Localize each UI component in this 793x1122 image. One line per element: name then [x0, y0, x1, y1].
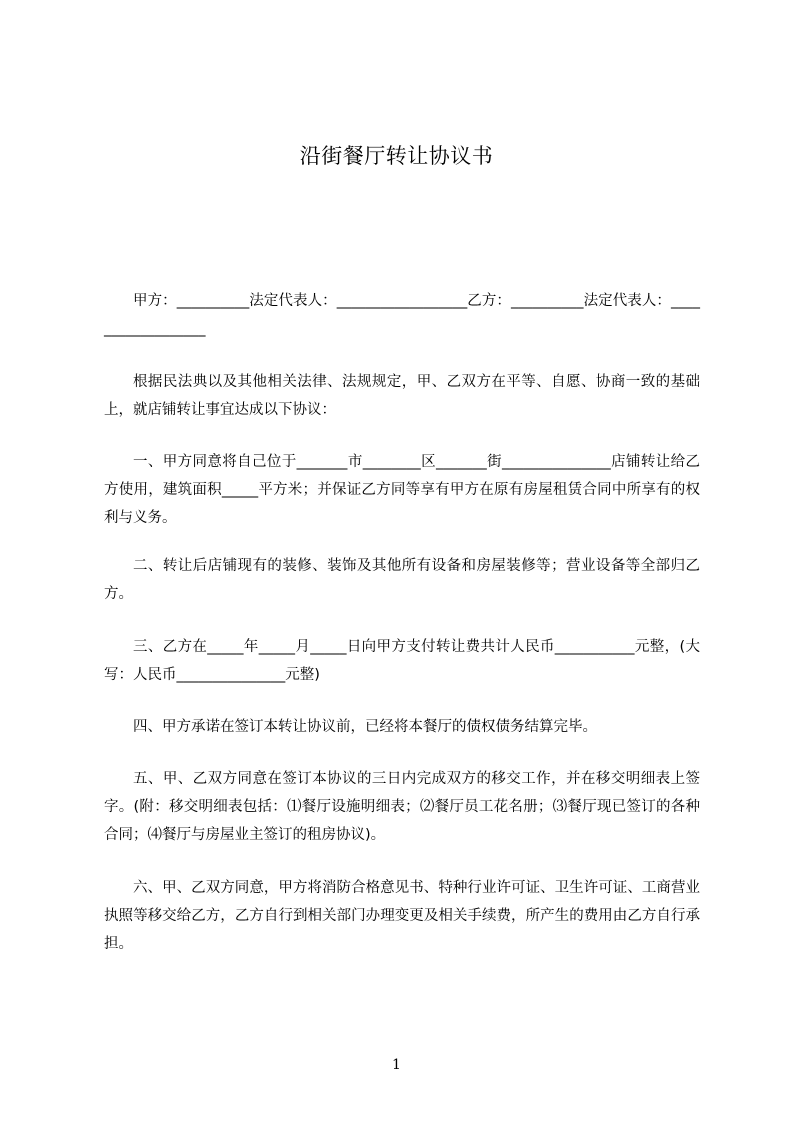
clause-1: 一、甲方同意将自己位于_______市________区_______街_______________店铺转让给乙方使用，建筑面积_____平方米；并保证乙方同等享有甲方在原有房屋租赁合同中所享有的权利与义务。: [104, 454, 700, 526]
page-number: 1: [392, 1057, 401, 1073]
clause-2: 二、转让后店铺现有的装修、装饰及其他所有设备和房屋装修等；营业设备等全部归乙方。: [104, 558, 700, 602]
document-title: 沿街餐厅转让协议书: [299, 144, 494, 168]
clause-5: 五、甲、乙双方同意在签订本协议的三日内完成双方的移交工作，并在移交明细表上签字。(附：移交明细表包括：⑴餐厅设施明细表；⑵餐厅员工花名册；⑶餐厅现已签订的各种合同；⑷餐厅与房屋业主签订的租房协议)。: [104, 771, 700, 843]
parties-paragraph: 甲方：__________法定代表人：__________________乙方：__________法定代表人：__________________: [104, 293, 700, 337]
clause-4: 四、甲方承诺在签订本转让协议前，已经将本餐厅的债权债务结算完毕。: [133, 719, 597, 735]
intro-paragraph: 根据民法典以及其他相关法律、法规规定，甲、乙双方在平等、自愿、协商一致的基础上，就店铺转让事宜达成以下协议：: [104, 374, 700, 418]
clause-3: 三、乙方在_____年_____月_____日向甲方支付转让费共计人民币___________元整，(大写：人民币_______________元整): [104, 639, 700, 683]
clause-6: 六、甲、乙双方同意，甲方将消防合格意见书、特种行业许可证、卫生许可证、工商营业执照等移交给乙方，乙方自行到相关部门办理变更及相关手续费，所产生的费用由乙方自行承担。: [104, 880, 700, 952]
